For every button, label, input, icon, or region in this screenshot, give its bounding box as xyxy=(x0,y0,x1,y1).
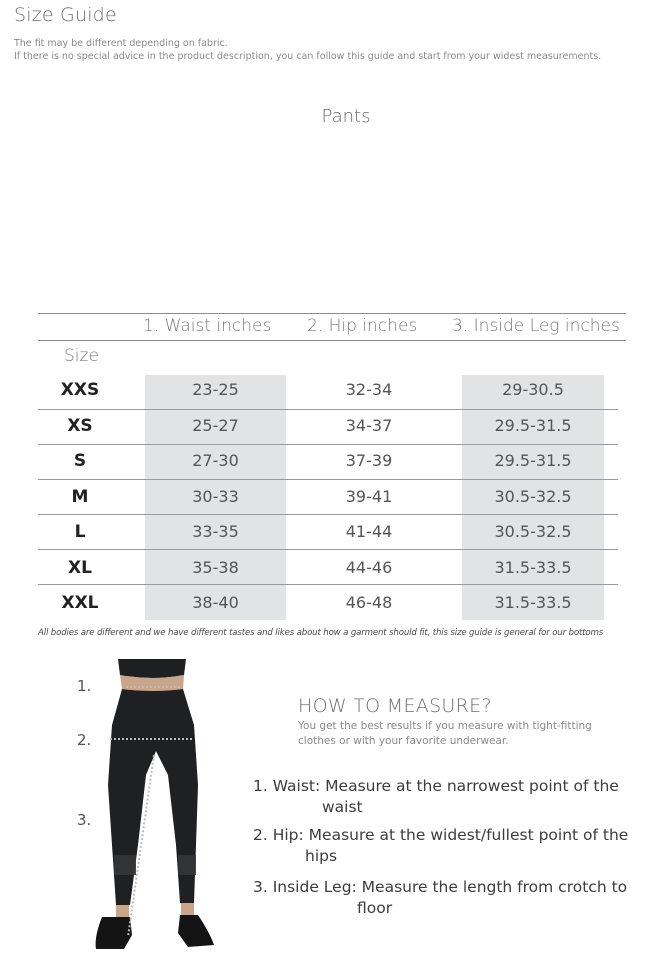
column-header-hip: 2. Hip inches xyxy=(307,316,418,336)
size-label-m: M xyxy=(71,487,89,507)
row-divider xyxy=(38,479,618,480)
row-divider xyxy=(38,514,618,515)
size-label-s: S xyxy=(73,451,87,471)
marker-waist: 1. xyxy=(77,677,92,695)
table-top-rule xyxy=(38,313,626,314)
how-to-intro xyxy=(298,719,628,749)
marker-hip: 2. xyxy=(77,731,92,749)
step-inside-leg xyxy=(253,877,627,919)
table-cell-hip: 34-37 xyxy=(345,416,393,435)
table-cell-waist: 30-33 xyxy=(192,487,239,506)
left-ankle-shape xyxy=(116,905,129,917)
step-inside-leg-line-1: 3. Inside Leg: Measure the length from crotch to xyxy=(253,878,628,896)
column-header-leg: 3. Inside Leg inches xyxy=(452,316,620,336)
size-label-l: L xyxy=(74,522,86,542)
table-cell-leg: 29-30.5 xyxy=(502,380,564,399)
fit-disclaimer: All bodies are different and we have different tastes and likes about how a garment should fit, this size guide is general for our bottoms xyxy=(38,628,604,638)
table-cell-waist: 23-25 xyxy=(192,380,239,399)
step-hip xyxy=(253,825,628,867)
subtitle-line-2: If there is no special advice in the product description, you can follow this guide and start from your widest measurements. xyxy=(14,51,602,62)
marker-inside-leg: 3. xyxy=(77,811,92,829)
table-cell-hip: 39-41 xyxy=(345,487,393,506)
table-cell-leg: 31.5-33.5 xyxy=(494,558,572,577)
column-header-waist: 1. Waist inches xyxy=(143,316,272,336)
page-title: Size Guide xyxy=(14,4,117,26)
step-waist-line-1: 1. Waist: Measure at the narrowest point of the xyxy=(253,777,619,795)
table-cell-hip: 41-44 xyxy=(345,522,393,541)
table-cell-leg: 29.5-31.5 xyxy=(494,451,572,470)
table-cell-leg: 30.5-32.5 xyxy=(494,522,572,541)
row-divider xyxy=(38,549,618,550)
table-cell-hip: 37-39 xyxy=(345,451,393,470)
table-cell-hip: 32-34 xyxy=(345,380,393,399)
step-waist xyxy=(253,776,619,818)
section-title: Pants xyxy=(321,106,371,127)
step-hip-line-1: 2. Hip: Measure at the widest/fullest point of the xyxy=(253,826,629,844)
table-cell-waist: 25-27 xyxy=(192,416,239,435)
row-divider xyxy=(38,584,618,585)
how-to-intro-line-2: clothes or with your favorite underwear. xyxy=(298,735,509,747)
size-label-xl: XL xyxy=(68,558,92,578)
table-cell-leg: 31.5-33.5 xyxy=(494,593,572,612)
table-cell-hip: 44-46 xyxy=(345,558,393,577)
size-label-xs: XS xyxy=(67,416,93,436)
table-cell-leg: 30.5-32.5 xyxy=(494,487,572,506)
sports-top-shape xyxy=(118,659,186,678)
table-cell-waist: 27-30 xyxy=(192,451,239,470)
table-cell-hip: 46-48 xyxy=(345,593,393,612)
step-inside-leg-line-2: floor xyxy=(357,899,393,917)
step-waist-line-2: waist xyxy=(322,798,363,816)
mesh-panel-right xyxy=(178,855,196,875)
table-cell-waist: 33-35 xyxy=(192,522,239,541)
size-label-xxl: XXL xyxy=(61,593,99,613)
how-to-title: HOW TO MEASURE? xyxy=(298,695,492,717)
row-divider xyxy=(38,444,618,445)
subtitle-line-1: The fit may be different depending on fabric. xyxy=(14,38,228,49)
table-cell-waist: 35-38 xyxy=(192,558,239,577)
mesh-panel-left xyxy=(114,855,136,875)
how-to-intro-line-1: You get the best results if you measure with tight-fitting xyxy=(298,720,592,732)
table-cell-waist: 38-40 xyxy=(192,593,239,612)
row-divider xyxy=(38,409,618,410)
right-ankle-shape xyxy=(181,903,194,915)
size-label-xxs: XXS xyxy=(60,380,100,400)
size-column-header: Size xyxy=(64,346,99,366)
step-hip-line-2: hips xyxy=(305,847,338,865)
leggings-model-illustration xyxy=(86,655,226,955)
table-cell-leg: 29.5-31.5 xyxy=(494,416,572,435)
left-shoe-shape xyxy=(96,917,132,949)
right-shoe-shape xyxy=(178,915,214,947)
header-rule xyxy=(38,340,626,341)
